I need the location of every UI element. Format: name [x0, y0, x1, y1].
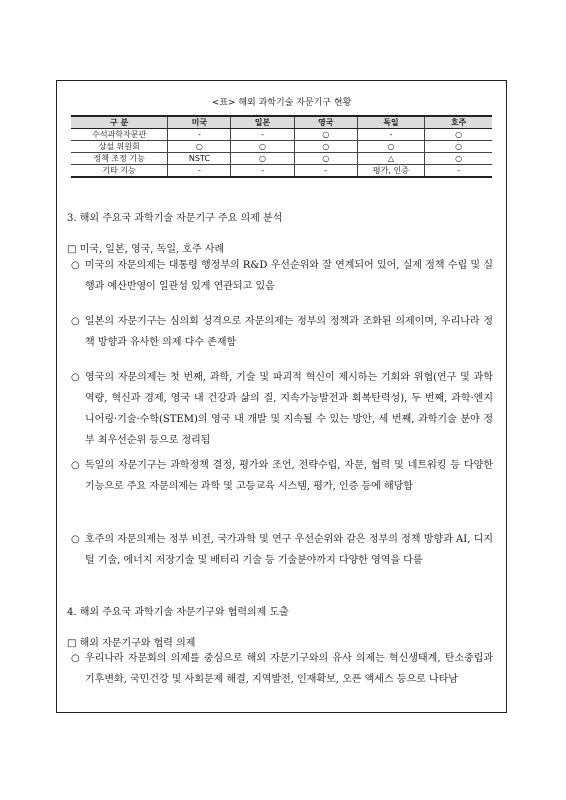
- list-item: [71, 311, 493, 353]
- table-cell: ○: [425, 129, 492, 141]
- table-cell: 상설 위원회: [71, 141, 168, 153]
- header-category: 구 분: [71, 116, 168, 129]
- table-cell: ○: [294, 129, 357, 141]
- table-header-row: [71, 116, 492, 129]
- bullet-circle: ○: [71, 534, 80, 545]
- section-3-title: 3. 해외 주요국 과학기술 자문기구 주요 의제 분석: [67, 213, 283, 224]
- bullet-circle: ○: [71, 372, 80, 383]
- table-cell: -: [168, 165, 231, 178]
- list-item-text: 영국의 자문의제는 첫 번째, 과학, 기술 및 파괴적 혁신이 제시하는 기회와 위협(연구 및 과학 역량, 혁신과 경제, 영국 내 건강과 삶의 질, 지속가능발전과 회복탄력성), 두 번째, 과학·엔지니어링·기술·수학(STEM)의 영국 내 개발 및 지속될 수 있는 방안, 세 번째, 과학기술 분야 정부 최우선순위 등으로 정리됨: [85, 372, 493, 446]
- table-cell: ○: [425, 153, 492, 165]
- header-uk: 영국: [294, 116, 357, 129]
- bullet-circle: ○: [71, 460, 80, 471]
- list-item: [71, 367, 493, 451]
- table-cell: -: [231, 129, 294, 141]
- bullet-circle: ○: [71, 316, 80, 327]
- header-japan: 일본: [231, 116, 294, 129]
- table-cell: ○: [231, 153, 294, 165]
- bullet-circle: ○: [71, 653, 80, 664]
- table-cell: ○: [168, 141, 231, 153]
- table-row: [71, 141, 492, 153]
- table-cell: -: [168, 129, 231, 141]
- list-item: [71, 648, 493, 690]
- list-item: [71, 529, 493, 571]
- list-item-text: 미국의 자문의제는 대통령 행정부의 R&D 우선순위와 잘 연계되어 있어, 실제 정책 수립 및 실행과 예산반영이 일관성 있게 연관되고 있음: [85, 260, 493, 292]
- table-cell: ○: [294, 141, 357, 153]
- table-cell: 기타 기능: [71, 165, 168, 178]
- section-3-subhead: □ 미국, 일본, 영국, 독일, 호주 사례: [67, 244, 225, 255]
- list-item-text: 우리나라 자문회의 의제를 중심으로 해외 자문기구와의 유사 의제는 혁신생태계, 탄소중립과 기후변화, 국민건강 및 사회문제 해결, 지역발전, 인재확보, 오픈 액세스 등으로 나타남: [85, 653, 493, 685]
- list-item-text: 호주의 자문의제는 정부 비전, 국가과학 및 연구 우선순위와 같은 정부의 정책 방향과 AI, 디지털 기술, 에너지 저장기술 및 배터리 기술 등 기술분야까지 다양한 영역을 다룸: [85, 534, 493, 566]
- section-4-subhead: □ 해외 자문기구와 협력 의제: [67, 638, 196, 649]
- document-frame: [56, 80, 507, 713]
- table-cell: ○: [231, 141, 294, 153]
- header-australia: 호주: [425, 116, 492, 129]
- table-cell: -: [294, 165, 357, 178]
- table-cell: -: [231, 165, 294, 178]
- table-cell: ○: [357, 141, 424, 153]
- list-item: [71, 455, 493, 497]
- list-item-text: 독일의 자문기구는 과학정책 결정, 평가와 조언, 전략수립, 자문, 협력 및 네트워킹 등 다양한 기능으로 주요 자문의제는 과학 및 고등교육 시스템, 평가, 인증 등에 해당함: [85, 460, 493, 492]
- table-cell: -: [357, 129, 424, 141]
- table-cell: 평가, 인증: [357, 165, 424, 178]
- table-cell: NSTC: [168, 153, 231, 165]
- table-caption: <표> 해외 과학기술 자문기구 현황: [211, 98, 352, 108]
- table-row: [71, 165, 492, 178]
- table-cell: -: [425, 165, 492, 178]
- table-cell: 수석과학자문관: [71, 129, 168, 141]
- section-4-title: 4. 해외 주요국 과학기술 자문기구와 협력의제 도출: [67, 607, 289, 618]
- table-row: [71, 153, 492, 165]
- advisory-bodies-table: [71, 115, 492, 178]
- header-usa: 미국: [168, 116, 231, 129]
- list-item-text: 일본의 자문기구는 심의회 성격으로 자문의제는 정부의 정책과 조화된 의제이며, 우리나라 정책 방향과 유사한 의제 다수 존재함: [85, 316, 493, 348]
- header-germany: 독일: [357, 116, 424, 129]
- list-item: [71, 255, 493, 297]
- table-cell: △: [357, 153, 424, 165]
- table-cell: ○: [425, 141, 492, 153]
- bullet-circle: ○: [71, 260, 80, 271]
- table-row: [71, 129, 492, 141]
- table-cell: ○: [294, 153, 357, 165]
- table-cell: 정책 조정 기능: [71, 153, 168, 165]
